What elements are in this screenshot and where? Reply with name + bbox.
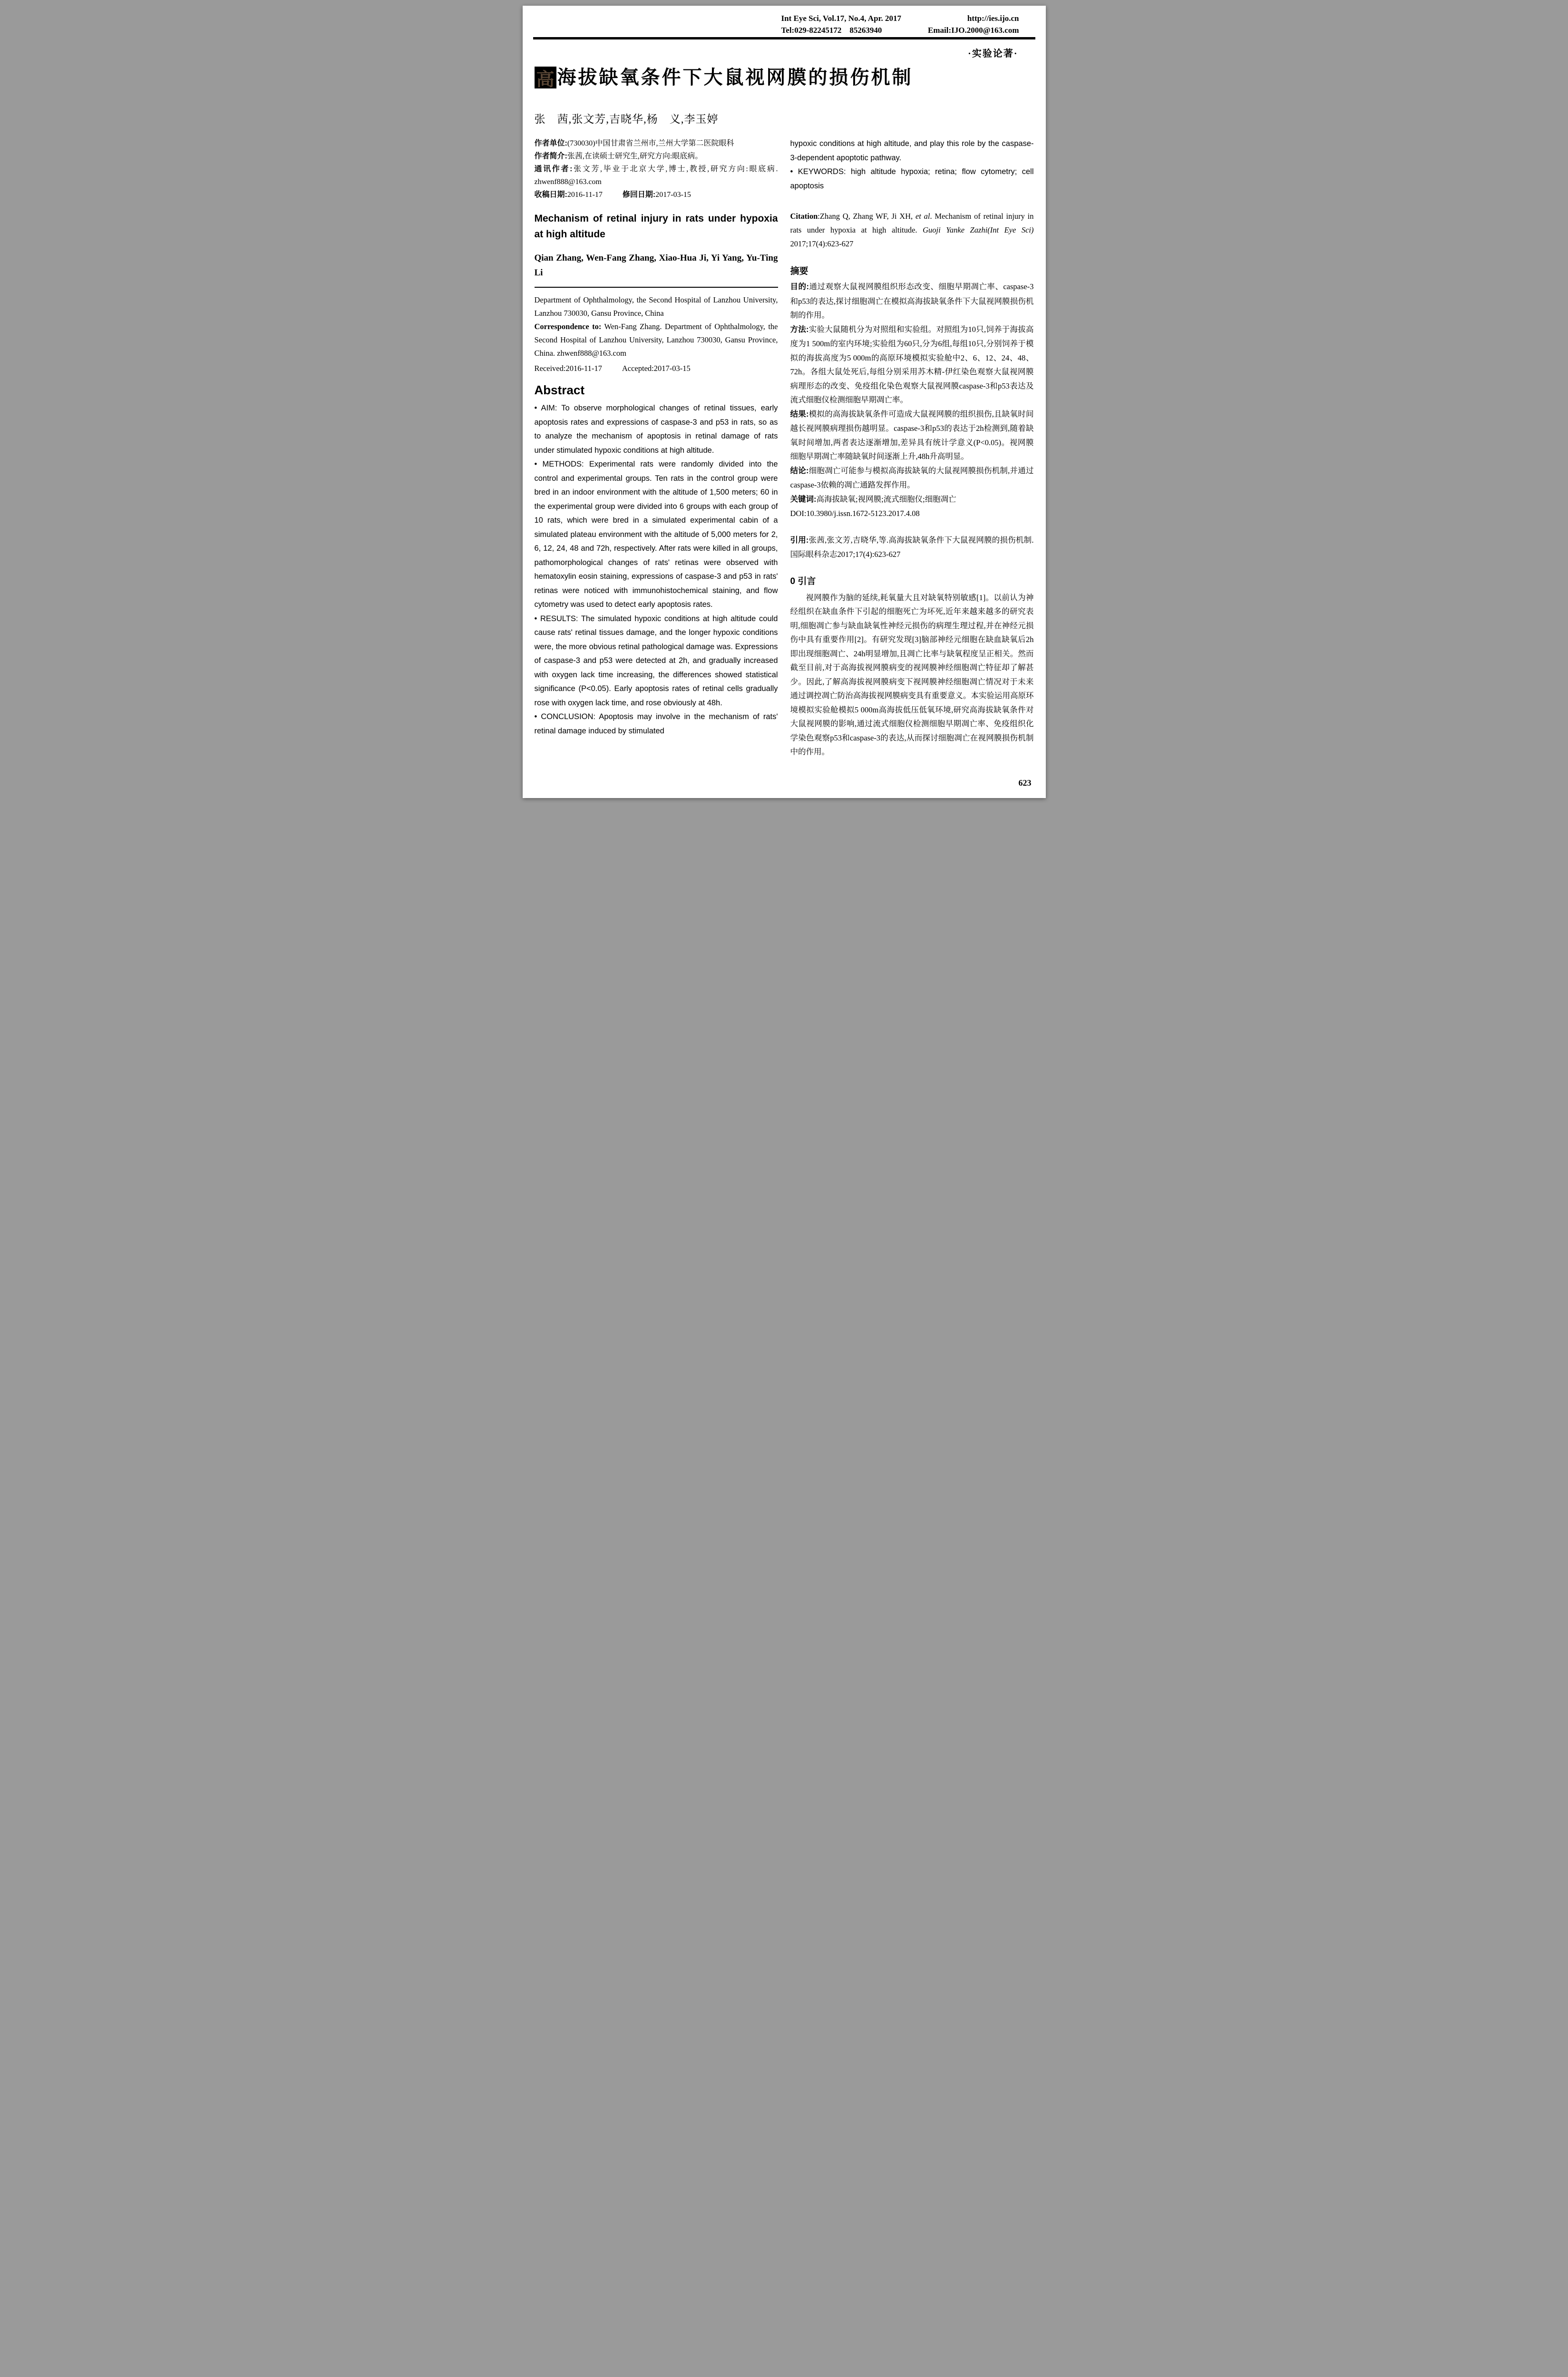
journal-info-line-2 bbox=[781, 24, 1019, 36]
article-title-en: Mechanism of retinal injury in rats under hypoxia at high altitude bbox=[534, 213, 778, 240]
article-title-cn bbox=[535, 67, 1034, 88]
citation-cn-text: 张茜,张文芳,吉晓华,等.高海拔缺氧条件下大鼠视网膜的损伤机制.国际眼科杂志2017;17(4):623-627 bbox=[790, 535, 1034, 559]
abstract-conclusion-cn bbox=[790, 464, 1034, 492]
abstract-keywords-en-text: high altitude hypoxia; retina; flow cytometry; cell apoptosis bbox=[790, 167, 1034, 190]
abstract-conclusion-cn-text: 细胞凋亡可能参与模拟高海拔缺氧的大鼠视网膜损伤机制,并通过caspase-3依赖的凋亡通路发挥作用。 bbox=[790, 466, 1034, 489]
correspondence-en-label: Correspondence to: bbox=[534, 322, 602, 331]
affiliation-cn-label: 作者单位: bbox=[534, 139, 567, 147]
abstract-aim-cn-text: 通过观察大鼠视网膜组织形态改变、细胞早期凋亡率、caspase-3和p53的表达,探讨细胞凋亡在模拟高海拔缺氧条件下大鼠视网膜损伤机制的作用。 bbox=[790, 282, 1034, 320]
abstract-keywords-en-label: • KEYWORDS: bbox=[790, 167, 851, 176]
title-dropcap-box: 高 bbox=[535, 67, 556, 88]
abstract-results-en bbox=[535, 612, 778, 711]
correspondence-en bbox=[535, 320, 778, 360]
abstract-methods-cn-label: 方法: bbox=[790, 325, 809, 334]
abstract-methods-cn bbox=[790, 322, 1034, 407]
corresponding-author-cn-label: 通讯作者: bbox=[534, 165, 573, 173]
affiliation-cn bbox=[535, 137, 778, 150]
abstract-conclusion-en-text: Apoptosis may involve in the mechanism of rats' retinal damage induced by stimulated bbox=[534, 712, 778, 735]
citation-en-journal: Guoji Yanke Zazhi(Int Eye Sci) bbox=[923, 225, 1034, 234]
article-type-badge: ·实验论著· bbox=[968, 49, 1018, 59]
author-footnote-divider bbox=[535, 287, 778, 288]
keywords-cn-text: 高海拔缺氧;视网膜;流式细胞仪;细胞凋亡 bbox=[816, 494, 956, 504]
revised-date-cn: 2017-03-15 bbox=[655, 191, 691, 199]
abstract-conclusion-cn-label: 结论: bbox=[790, 466, 809, 475]
citation-en-part2: . Mechanism of retinal injury in rats under hypoxia at high altitude. bbox=[790, 212, 1034, 234]
abstract-results-en-text: The simulated hypoxic conditions at high altitude could cause rats' retinal tissues damage, and the longer hypoxic conditions were, the more obvious retinal pathological damage was. Expressions of caspase-3 and p53 were detected at 2h, and gradually increased with oxygen lack time increasing, the differences showed statistical significance (P<0.05). Early apoptosis rates of retinal cells gradually rose with oxygen lack time, and rose obviously at 48h. bbox=[534, 614, 778, 707]
abstract-aim-cn-label: 目的: bbox=[790, 283, 809, 291]
author-bio-cn bbox=[535, 150, 778, 163]
header-rule bbox=[533, 37, 1035, 39]
affiliation-en: Department of Ophthalmology, the Second Hospital of Lanzhou University, Lanzhou 730030, Gansu Province, China bbox=[534, 295, 778, 318]
abstract-methods-en-text: Experimental rats were randomly divided into the control and experimental groups. Ten rats in the control group were bred in an indoor environment with the altitude of 1,500 meters; 60 in the experimental group were divided into 6 groups with each group of 10 rats, which were bred in a simulated experimental cabin of a simulated plateau environment with the altitude of 5,000 meters for 2, 6, 12, 24, 48 and 72h, respectively. After rats were killed in all groups, pathomorphological changes of rats' retinas were observed with hematoxylin eosin staining, expressions of caspase-3 and p53 in rats' retinas were noticed with immunohistochemical staining, and flow cytometry was used to detect early apoptosis rates. bbox=[534, 460, 778, 609]
introduction-paragraph: 视网膜作为脑的延续,耗氧量大且对缺氧特别敏感[1]。以前认为神经组织在缺血条件下引起的细胞死亡为坏死,近年来越来越多的研究表明,细胞凋亡参与缺血缺氧性神经元损伤的病理生理过程,并在神经元损伤中具有重要作用[2]。有研究发现[3]脑部神经元细胞在缺血缺氧后2h即出现细胞凋亡、24h明显增加,且凋亡比率与缺氧程度呈正相关。然而截至目前,对于高海拔视网膜病变的视网膜神经细胞凋亡特征却了解甚少。因此,了解高海拔视网膜病变下视网膜神经细胞凋亡情况对于未来通过调控凋亡防治高海拔视网膜病变具有重要意义。本实验运用高原环境模拟实验舱模拟5 000m高海拔低压低氧环境,研究高海拔缺氧条件对大鼠视网膜的影响,通过流式细胞仪检测细胞早期凋亡率、免疫组织化学染色观察p53和caspase-3的表达,从而探讨细胞凋亡在视网膜损伤机制中的作用。 bbox=[790, 593, 1034, 756]
accepted-date-en-label: Accepted: bbox=[622, 364, 654, 373]
authors-en: Qian Zhang, Wen-Fang Zhang, Xiao-Hua Ji, Yi Yang, Yu-Ting Li bbox=[534, 253, 778, 278]
affiliation-cn-text: (730030)中国甘肃省兰州市,兰州大学第二医院眼科 bbox=[567, 139, 734, 147]
citation-cn bbox=[790, 533, 1034, 562]
journal-header bbox=[781, 12, 1019, 36]
journal-info-line-1 bbox=[781, 12, 1019, 24]
abstract-conclusion-en-label: • CONCLUSION: bbox=[534, 712, 599, 721]
received-date-en: 2016-11-17 bbox=[565, 364, 602, 373]
keywords-cn bbox=[790, 492, 1034, 507]
abstract-results-cn bbox=[790, 407, 1034, 464]
abstract-conclusion-en bbox=[535, 710, 778, 738]
journal-email: Email:IJO.2000@163.com bbox=[928, 26, 1019, 35]
journal-tel: Tel:029-82245172 85263940 bbox=[781, 26, 882, 35]
abstract-methods-en-label: • METHODS: bbox=[534, 460, 589, 468]
title-text-cn: 海拔缺氧条件下大鼠视网膜的损伤机制 bbox=[557, 67, 913, 88]
abstract-methods-en bbox=[535, 458, 778, 612]
left-column bbox=[535, 137, 778, 795]
abstract-heading-en: Abstract bbox=[534, 383, 584, 397]
received-date-cn-label: 收稿日期: bbox=[534, 191, 567, 199]
citation-en-part1: :Zhang Q, Zhang WF, Ji XH, bbox=[818, 212, 915, 221]
authors-cn: 张 茜,张文芳,吉晓华,杨 义,李玉婷 bbox=[534, 113, 719, 125]
accepted-date-en: 2017-03-15 bbox=[653, 364, 691, 373]
abstract-results-en-label: • RESULTS: bbox=[534, 614, 581, 623]
citation-en bbox=[790, 209, 1034, 251]
citation-cn-label: 引用: bbox=[790, 536, 809, 545]
citation-en-etal: et al bbox=[915, 212, 930, 221]
revised-date-cn-label: 修回日期: bbox=[622, 191, 656, 199]
abstract-keywords-en bbox=[790, 165, 1034, 193]
right-column bbox=[790, 137, 1034, 795]
doi-line: DOI:10.3980/j.issn.1672-5123.2017.4.08 bbox=[790, 509, 920, 518]
citation-en-part3: 2017;17(4):623-627 bbox=[790, 239, 854, 248]
journal-page bbox=[523, 6, 1046, 798]
abstract-results-cn-text: 模拟的高海拔缺氧条件可造成大鼠视网膜的组织损伤,且缺氧时间越长视网膜病理损伤越明显。caspase-3和p53的表达于2h检测到,随着缺氧时间增加,两者表达逐渐增加,差异具有统计学意义(P<0.05)。视网膜细胞早期凋亡率随缺氧时间逐渐上升,48h升高明显。 bbox=[790, 409, 1034, 461]
page-number: 623 bbox=[1018, 778, 1032, 788]
abstract-heading-cn: 摘要 bbox=[790, 266, 808, 276]
abstract-methods-cn-text: 实验大鼠随机分为对照组和实验组。对照组为10只,饲养于海拔高度为1 500m的室内环境;实验组为60只,分为6组,每组10只,分别饲养于模拟的海拔高度为5 000m的高原环境模拟实验舱中2、6、12、24、48、72h。各组大鼠处死后,每组分别采用苏木精-伊红染色观察大鼠视网膜病理形态的改变、免疫组化染色观察大鼠视网膜caspase-3和p53表达及流式细胞仪检测细胞早期凋亡率。 bbox=[790, 324, 1034, 404]
abstract-conclusion-en-continued: hypoxic conditions at high altitude, and play this role by the caspase-3-dependent apoptotic pathway. bbox=[790, 139, 1034, 162]
journal-issue-info: Int Eye Sci, Vol.17, No.4, Apr. 2017 bbox=[781, 14, 902, 23]
introduction-heading: 0 引言 bbox=[790, 576, 816, 586]
received-date-cn: 2016-11-17 bbox=[567, 191, 603, 199]
citation-en-label: Citation bbox=[790, 212, 818, 221]
keywords-cn-label: 关键词: bbox=[790, 495, 817, 504]
abstract-aim-en bbox=[535, 401, 778, 458]
correspondence-en-text: Wen-Fang Zhang. Department of Ophthalmology, the Second Hospital of Lanzhou University, Lanzhou 730030, Gansu Province, China. zhwenf888@163.com bbox=[534, 322, 778, 358]
received-date-en-label: Received: bbox=[534, 364, 566, 373]
corresponding-author-cn bbox=[535, 163, 778, 188]
author-bio-cn-label: 作者简介: bbox=[534, 152, 567, 160]
abstract-results-cn-label: 结果: bbox=[790, 409, 809, 419]
dates-en bbox=[535, 362, 778, 375]
corresponding-author-cn-text: 张文芳,毕业于北京大学,博士,教授,研究方向:眼底病. zhwenf888@163.com bbox=[534, 165, 778, 186]
abstract-aim-cn bbox=[790, 280, 1034, 322]
dates-cn bbox=[535, 188, 778, 201]
abstract-aim-en-label: • AIM: bbox=[534, 404, 562, 412]
author-bio-cn-text: 张茜,在读硕士研究生,研究方向:眼底病。 bbox=[567, 152, 703, 160]
journal-url: http://ies.ijo.cn bbox=[967, 14, 1019, 23]
abstract-aim-en-text: To observe morphological changes of retinal tissues, early apoptosis rates and expressions of caspase-3 and p53 in rats, so as to analyze the mechanism of apoptosis in retinal damage of rats under stimulated hypoxic conditions at high altitude. bbox=[534, 404, 778, 455]
